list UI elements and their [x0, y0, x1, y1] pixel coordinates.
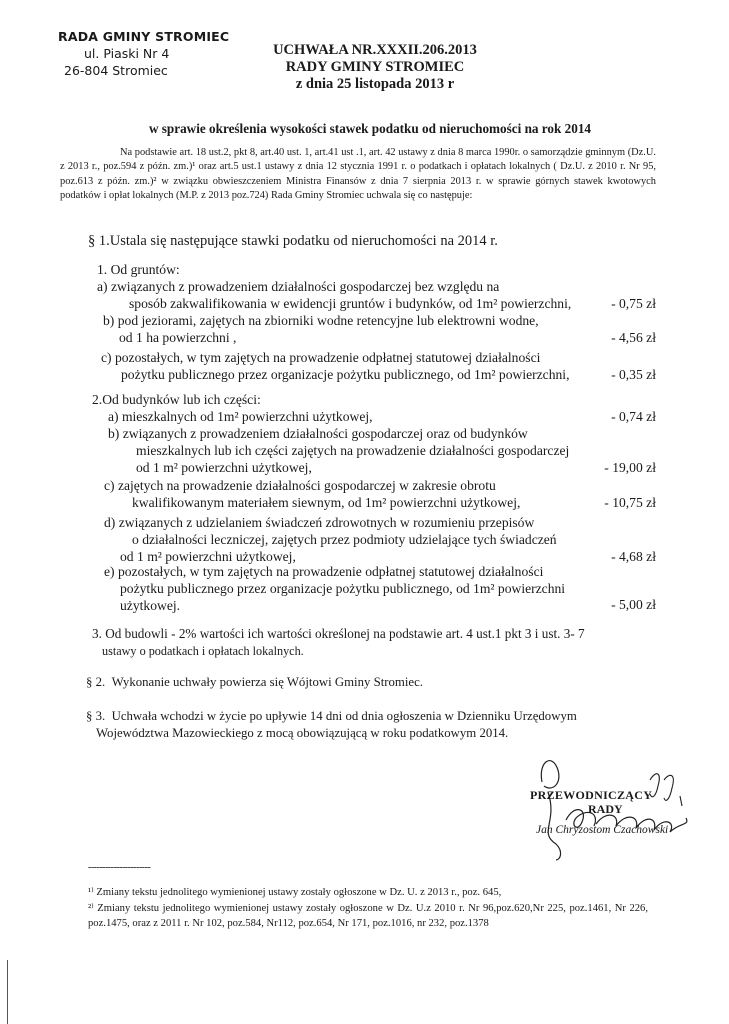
building-item-e-amount: - 5,00 zł [611, 597, 656, 612]
building-item-d-amount: - 4,68 zł [611, 549, 656, 564]
building-item-c-amount: - 10,75 zł [604, 495, 656, 510]
land-item-c: c) pozostałych, w tym zajętych na prowadzenie odpłatnej statutowej działalności pożytku publicznego przez organizacje pożytku publicznego, od 1m² powierzchni, [101, 350, 570, 382]
building-item-a: a) mieszkalnych od 1m² powierzchni użytkowej, [108, 409, 373, 424]
legal-basis-preamble: Na podstawie art. 18 ust.2, pkt 8, art.40 ust. 1, art.41 ust .1, art. 42 ustawy z dnia 8 marca 1990r. o samorządzie gminnym (Dz.U. z 2013 r., poz.594 z późn. zm.)¹ oraz art.5 ust.1 ustawy z dnia 12 stycznia 1991 r. o podatkach i opłatach lokalnych ( Dz.U. z 2010 r. Nr 95, poz.613 z późn. zm.)² w związku obwieszczeniem Ministra Finansów z dnia 7 sierpnia 2013 r. w sprawie górnych stawek kwotowych podatków i opłat lokalnych (M.P. z 2013 poz.724) Rada Gminy Stromiec uchwala się co następuje: [60, 147, 656, 201]
group-land-title: 1. Od gruntów: [97, 262, 180, 277]
building-item-e: e) pozostałych, w tym zajętych na prowadzenie odpłatnej statutowej działalności pożytku publicznego przez organizacje pożytku publicznego, od 1m² powierzchni użytkowej. [104, 564, 566, 613]
section-2: § 2. Wykonanie uchwały powierza się Wójtowi Gminy Stromiec. [86, 675, 423, 689]
signature-block [530, 752, 700, 862]
group-buildings-title: 2.Od budynków lub ich części: [92, 392, 261, 407]
section-sign: § 3. [86, 709, 106, 723]
section-1-heading [88, 233, 498, 250]
building-item-b: b) związanych z prowadzeniem działalności gospodarczej oraz od budynków mieszkalnych lub ich części zajętych na prowadzenie działalności gospodarczej od 1 m² powierzchni użytkowej, [108, 426, 570, 475]
section-1-text: Ustala się następujące stawki podatku od nieruchomości na 2014 r. [109, 233, 498, 249]
scan-edge-line [7, 960, 8, 1024]
land-item-b: b) pod jeziorami, zajętych na zbiorniki wodne retencyjne lub elektrowni wodne, od 1 ha powierzchni , [103, 313, 539, 345]
group-structures: 3. Od budowli - 2% wartości ich wartości określonej na podstawie art. 4 ust.1 pkt 3 i ust. 3- 7 ustawy o podatkach i opłatach lokalnych. [92, 626, 585, 658]
section-3: § 3. Uchwała wchodzi w życie po upływie 14 dni od dnia ogłoszenia w Dzienniku Urzędowym Województwa Mazowieckiego z mocą obowiązującą w roku podatkowym 2014. [86, 709, 577, 740]
land-item-a-amount: - 0,75 zł [611, 296, 656, 311]
footnote-separator: ---------------------- [88, 862, 151, 873]
signature-title-council: RADY [588, 802, 623, 816]
signatory-name: Jan Chryzostom Czachowski [536, 824, 669, 836]
footnote-1: ¹⁾ Zmiany tekstu jednolitego wymienionej ustawy zostały ogłoszone w Dz. U. z 2013 r., poz. 645, [88, 887, 502, 898]
land-item-c-amount: - 0,35 zł [611, 367, 656, 382]
building-item-b-amount: - 19,00 zł [604, 460, 656, 475]
signature-title: PRZEWODNICZĄCY [530, 788, 653, 802]
sender-city: 26-804 Stromiec [64, 63, 168, 78]
building-item-a-amount: - 0,74 zł [611, 409, 656, 424]
footnote-2: ²⁾ Zmiany tekstu jednolitego wymienionej ustawy zostały ogłoszone w Dz. U.z 2010 r. Nr 96,poz.620,Nr 225, poz.1461, Nr 226, poz.1475, oraz z 2011 r. Nr 102, poz.584, Nr112, poz.654, Nr 171, poz.1016, nr 232, poz.1378 [88, 903, 648, 929]
resolution-number: UCHWAŁA NR.XXXII.206.2013 [273, 42, 477, 58]
land-item-a: a) związanych z prowadzeniem działalności gospodarczej bez względu na sposób zakwalifikowania w ewidencji gruntów i budynków, od 1m² powierzchni, [97, 279, 572, 311]
building-item-d: d) związanych z udzielaniem świadczeń zdrowotnych w rozumieniu przepisów o działalności leczniczej, zajętych przez podmioty udzielające tych świadczeń od 1 m² powierzchni użytkowej, [104, 515, 557, 564]
sender-block [58, 28, 229, 79]
resolution-subject: w sprawie określenia wysokości stawek podatku od nieruchomości na rok 2014 [148, 121, 592, 136]
land-item-b-amount: - 4,56 zł [611, 330, 656, 345]
sender-name: RADA GMINY STROMIEC [58, 29, 230, 44]
section-sign: § 2. [86, 675, 106, 689]
section-sign: § 1. [88, 233, 110, 249]
resolution-issuer: RADY GMINY STROMIEC [285, 59, 465, 75]
building-item-c: c) zajętych na prowadzenie działalności gospodarczej w zakresie obrotu kwalifikowanym materiałem siewnym, od 1m² powierzchni użytkowej, [104, 478, 521, 510]
resolution-date: z dnia 25 listopada 2013 r [295, 76, 455, 92]
resolution-header [250, 42, 500, 93]
sender-street: ul. Piaski Nr 4 [84, 46, 170, 61]
